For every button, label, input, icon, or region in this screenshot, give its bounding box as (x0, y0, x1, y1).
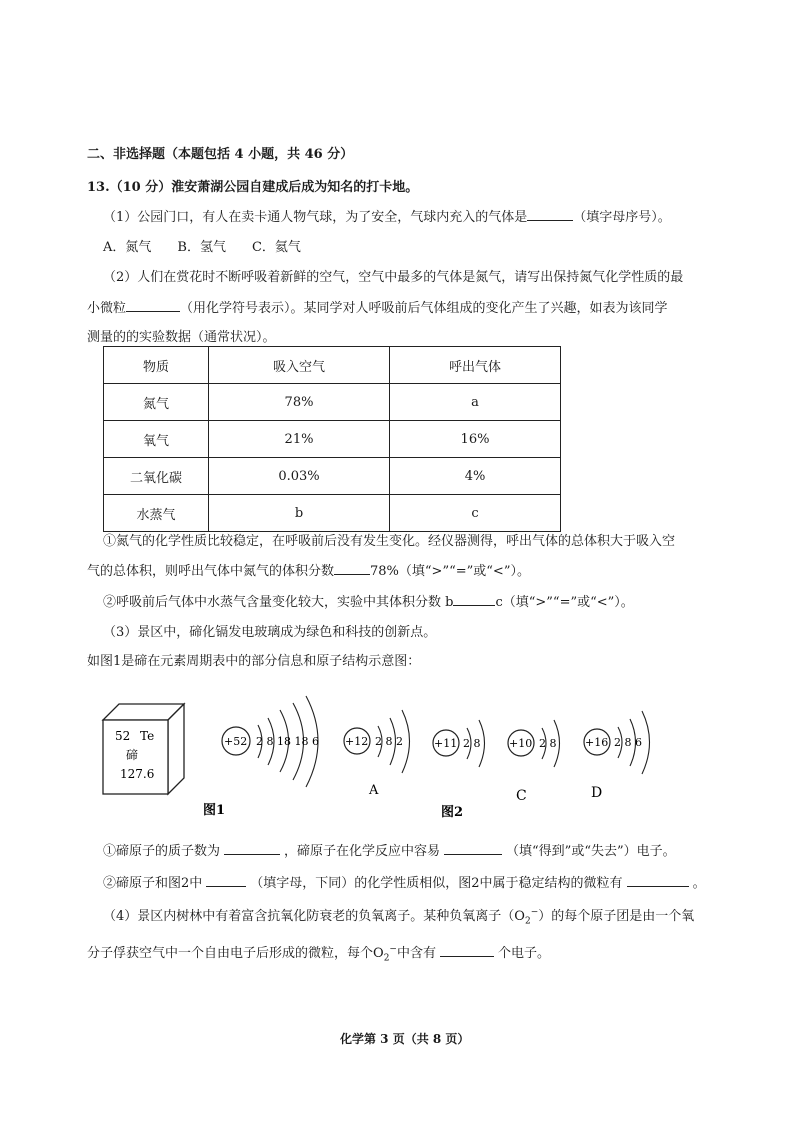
table-header-cell: 呼出气体 (390, 347, 561, 384)
section-title: 二、非选择题（本题包括 4 小题，共 46 分） (87, 147, 354, 162)
breathing-data-table (103, 346, 561, 532)
part-2-line-3: 测量的的实验数据（通常状况）。 (87, 330, 276, 345)
superoxide-ion-formula: $O_2^-$ (514, 907, 539, 927)
nucleus-charge: +52 (224, 735, 248, 748)
proton-number-blank[interactable] (224, 842, 280, 855)
part-3-sub-2 (103, 872, 706, 891)
part-3-sub-2-text: ②碲原子和图2中 (103, 876, 203, 891)
part-4-text: （4）景区内树林中有着富含抗氧化防衰老的负氧离子。某种负氧离子（ (103, 909, 515, 924)
part-2-sub-2 (103, 591, 634, 610)
element-symbol: Te (140, 729, 155, 743)
atom-label: A (369, 783, 379, 798)
nucleus-charge: +10 (509, 737, 533, 750)
atomic-structure-figures (0, 670, 794, 840)
part-2-sub-1-line-2 (87, 560, 530, 579)
atom-c-diagram (508, 720, 560, 804)
part-3-sub-1-instruction: （填“得到”或“失去”）电子。 (506, 844, 676, 859)
part-1-options: A．氮气 B．氢气 C．氦气 (103, 240, 301, 255)
atom-label: D (591, 785, 603, 801)
table-cell: 二氧化碳 (104, 458, 209, 495)
electron-shells: 2 8 (463, 737, 481, 750)
table-cell: 4% (390, 458, 561, 495)
atom-label: C (516, 788, 527, 804)
part-3-sub-1 (103, 840, 676, 859)
similar-atom-blank[interactable] (206, 874, 246, 887)
table-cell: c (390, 495, 561, 532)
part-4-line-1 (103, 905, 694, 927)
table-cell: 水蒸气 (104, 495, 209, 532)
table-row (104, 421, 561, 458)
part-2-sub-1-answer-blank[interactable] (334, 562, 370, 575)
superoxide-ion-formula: $O_2^-$ (373, 944, 397, 964)
part-4-text-continued: ）的每个原子团是由一个氧 (538, 909, 695, 924)
part-3-sub-1-text: ①碲原子的质子数为 (103, 844, 221, 859)
part-1-question (103, 206, 671, 225)
part-4-line-2 (87, 942, 550, 964)
table-header-cell: 物质 (104, 347, 209, 384)
part-2-sub-1-text: 气的总体积，则呼出气体中氮气的体积分数 (87, 564, 335, 579)
table-cell: 16% (390, 421, 561, 458)
figure-2-caption: 图2 (441, 805, 464, 820)
electron-shells: 2 8 2 (375, 735, 403, 748)
part-2-answer-blank[interactable] (126, 299, 180, 312)
part-1-instruction: （填字母序号）。 (573, 210, 671, 225)
part-1-answer-blank[interactable] (527, 208, 573, 221)
part-2-text: 小微粒 (87, 301, 127, 316)
gain-lose-blank[interactable] (444, 842, 502, 855)
part-4-line-2-text: 分子俘获空气中一个自由电子后形成的微粒，每个 (87, 946, 374, 961)
table-cell: 78% (209, 384, 390, 421)
part-2-sub-1-instruction: 78%（填“>”“=”或“<”）。 (370, 564, 530, 579)
part-3-line-2: 如图1是碲在元素周期表中的部分信息和原子结构示意图： (87, 654, 421, 669)
element-name: 碲 (126, 748, 139, 762)
table-header-row (104, 347, 561, 384)
atomic-mass: 127.6 (120, 767, 155, 781)
nucleus-charge: +16 (585, 736, 609, 749)
table-cell: 0.03% (209, 458, 390, 495)
atomic-number: 52 (115, 729, 131, 743)
page-footer: 化学第 3 页（共 8 页） (340, 1032, 470, 1046)
electron-count-blank[interactable] (440, 944, 494, 957)
part-4-line-2-text-continued: 中含有 (396, 946, 436, 961)
part-4-line-2-end: 个电子。 (497, 946, 550, 961)
nucleus-charge: +11 (434, 737, 458, 750)
table-row (104, 495, 561, 532)
tellurium-element-cube (103, 704, 184, 794)
atom-b-diagram (433, 720, 485, 767)
part-2-sub-2-text: ②呼吸前后气体中水蒸气含量变化较大，实验中其体积分数 b (103, 595, 454, 610)
table-header-cell: 吸入空气 (209, 347, 390, 384)
electron-shells: 2 8 18 18 6 (256, 735, 319, 748)
table-row (104, 458, 561, 495)
electron-shells: 2 8 (539, 737, 557, 750)
part-2-line-2 (87, 297, 668, 316)
stable-structure-blank[interactable] (627, 874, 689, 887)
part-3-sub-2-text-continued: （填字母，下同）的化学性质相似，图2中属于稳定结构的微粒有 (250, 876, 623, 891)
part-2-sub-2-answer-blank[interactable] (453, 593, 495, 606)
atom-a-diagram (344, 710, 410, 798)
part-2-line-1: （2）人们在赏花时不断呼吸着新鲜的空气，空气中最多的气体是氮气，请写出保持氮气化学性质的最 (103, 270, 684, 285)
part-3-line-1: （3）景区中，碲化镉发电玻璃成为绿色和科技的创新点。 (103, 625, 437, 640)
table-cell: a (390, 384, 561, 421)
table-cell: 氧气 (104, 421, 209, 458)
part-3-sub-2-end: 。 (692, 876, 706, 891)
part-2-text-continued: （用化学符号表示）。某同学对人呼吸前后气体组成的变化产生了兴趣，如表为该同学 (180, 301, 668, 316)
atom-d-diagram (584, 711, 650, 801)
part-2-sub-2-instruction: c（填“>”“=”或“<”）。 (495, 595, 634, 610)
table-row (104, 384, 561, 421)
table-cell: b (209, 495, 390, 532)
table-cell: 氮气 (104, 384, 209, 421)
table-cell: 21% (209, 421, 390, 458)
part-2-sub-1-line-1: ①氮气的化学性质比较稳定，在呼吸前后没有发生变化。经仪器测得，呼出气体的总体积大于吸入空 (103, 534, 676, 549)
nucleus-charge: +12 (345, 735, 369, 748)
electron-shells: 2 8 6 (614, 736, 642, 749)
figure-1-caption: 图1 (203, 803, 226, 818)
part-1-text: （1）公园门口，有人在卖卡通人物气球，为了安全，气球内充入的气体是 (103, 210, 528, 225)
part-3-sub-1-text-continued: ，碲原子在化学反应中容易 (284, 844, 441, 859)
question-13-stem: 13.（10 分）淮安萧湖公园自建成后成为知名的打卡地。 (87, 180, 419, 195)
tellurium-atom-diagram (222, 696, 319, 787)
